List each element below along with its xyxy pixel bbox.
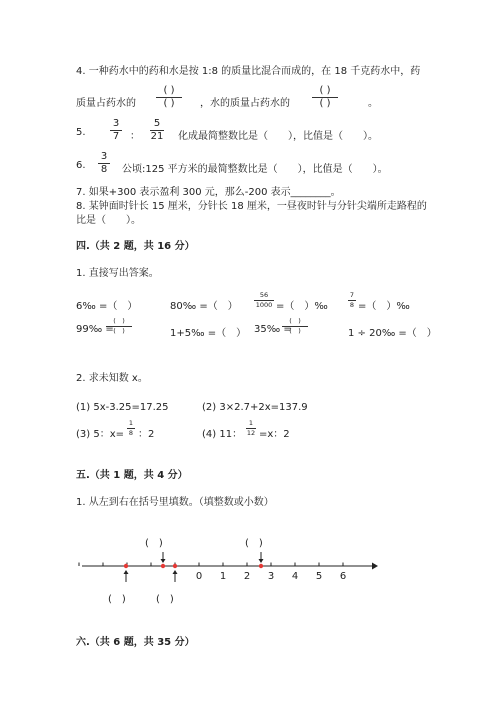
q5-text: 化成最简整数比是（ ），比值是（ ）。 bbox=[178, 131, 378, 142]
number-line-point bbox=[124, 564, 128, 568]
calc-r2c4[interactable]: 1 ÷ 20‰ =（ ） bbox=[348, 328, 437, 339]
numberline-blank-bottom-2[interactable]: ( ) bbox=[156, 594, 174, 605]
q5-colon: ： bbox=[130, 131, 140, 142]
numberline-blank-top-2[interactable]: ( ) bbox=[245, 538, 263, 549]
q6-fraction bbox=[98, 152, 110, 175]
fraction-numerator: ( ) bbox=[319, 85, 331, 96]
sec4-q1-title: 1. 直接写出答案。 bbox=[76, 268, 159, 279]
calc-r2c3-label: 35‰ = bbox=[254, 324, 292, 335]
q5-fraction-2 bbox=[150, 119, 164, 142]
calc-r2c3-fraction-blank[interactable] bbox=[282, 318, 308, 334]
fraction-numerator: 1 bbox=[128, 419, 134, 427]
numberline-blank-top-1[interactable]: ( ) bbox=[145, 538, 163, 549]
q4-line2-prefix: 质量占药水的 bbox=[76, 98, 136, 109]
calc-r1c2[interactable]: 80‰ =（ ） bbox=[170, 301, 238, 312]
q4-fraction-blank-2[interactable] bbox=[312, 86, 338, 109]
equation-4-prefix: (4) 11： bbox=[202, 429, 243, 440]
calc-r1c1[interactable]: 6‰ =（ ） bbox=[76, 301, 138, 312]
numberline-blank-bottom-1[interactable]: ( ) bbox=[108, 594, 126, 605]
q5-number: 5. bbox=[76, 127, 86, 138]
fraction-numerator: ( ) bbox=[113, 317, 125, 325]
equation-3-prefix: (3) 5：x= bbox=[76, 429, 125, 440]
number-line-point bbox=[259, 564, 263, 568]
number-line bbox=[0, 540, 500, 600]
q6-text: 公顷:125 平方米的最简整数比是（ ），比值是（ ）。 bbox=[122, 164, 388, 175]
q5-fraction-1 bbox=[110, 119, 122, 142]
sec5-q1-title: 1. 从左到右在括号里填数。（填整数或小数） bbox=[76, 497, 274, 508]
fraction-denominator: 8 bbox=[349, 300, 355, 309]
equation-4-suffix: =x：2 bbox=[259, 429, 290, 440]
number-line-ticks bbox=[79, 563, 346, 583]
number-line-point bbox=[161, 564, 165, 568]
calc-r1c3-answer[interactable]: =（ ）‰ bbox=[276, 301, 328, 312]
fraction-numerator: ( ) bbox=[289, 317, 301, 325]
fraction-numerator: 56 bbox=[259, 291, 269, 299]
q4-line2-middle: ，水的质量占药水的 bbox=[200, 98, 290, 109]
fraction-numerator: 3 bbox=[100, 151, 108, 162]
calc-r1c4-answer[interactable]: =（ ）‰ bbox=[358, 301, 410, 312]
number-line-tick-label: 3 bbox=[267, 571, 275, 582]
calc-r1c3-fraction bbox=[254, 292, 274, 308]
calc-r1c4-fraction bbox=[348, 292, 356, 308]
q8-line2: 比是（ ）。 bbox=[76, 215, 141, 226]
fraction-denominator: ( ) bbox=[319, 98, 331, 109]
equation-3-suffix: ：2 bbox=[138, 429, 155, 440]
section-6-title: 六.（共 6 题，共 35 分） bbox=[76, 637, 195, 648]
equation-3-fraction bbox=[127, 420, 135, 436]
fraction-denominator: 8 bbox=[100, 164, 108, 175]
equation-2: (2) 3×2.7+2x=137.9 bbox=[202, 402, 308, 413]
fraction-denominator: 8 bbox=[128, 428, 134, 437]
q7-text: 7. 如果+300 表示盈利 300 元，那么-200 表示________。 bbox=[76, 187, 341, 198]
q8-line1: 8. 某钟面时针长 15 厘米，分针长 18 厘米，一昼夜时针与分针尖端所走路程的 bbox=[76, 201, 427, 212]
fraction-numerator: 7 bbox=[349, 291, 355, 299]
q6-number: 6. bbox=[76, 160, 86, 171]
equation-4-fraction bbox=[246, 420, 256, 436]
marker-arrow-down-1 bbox=[161, 552, 166, 563]
number-line-point bbox=[173, 564, 177, 568]
fraction-denominator: 21 bbox=[150, 131, 164, 142]
sec4-q2-title: 2. 求未知数 x。 bbox=[76, 373, 148, 384]
equation-1: (1) 5x-3.25=17.25 bbox=[76, 402, 169, 413]
fraction-denominator: ( ) bbox=[163, 98, 175, 109]
number-line-tick-label: 5 bbox=[315, 571, 323, 582]
marker-arrow-up-2 bbox=[173, 570, 178, 582]
fraction-denominator: ( ) bbox=[289, 326, 301, 335]
q4-fraction-blank-1[interactable] bbox=[156, 86, 182, 109]
q4-line1: 4. 一种药水中的药和水是按 1:8 的质量比混合而成的，在 18 千克药水中，药 bbox=[76, 66, 421, 77]
fraction-denominator: 12 bbox=[246, 428, 256, 437]
fraction-denominator: ( ) bbox=[113, 326, 125, 335]
section-4-title: 四.（共 2 题，共 16 分） bbox=[76, 241, 195, 252]
fraction-numerator: 1 bbox=[248, 419, 254, 427]
number-line-tick-label: 1 bbox=[219, 571, 227, 582]
fraction-denominator: 7 bbox=[112, 131, 120, 142]
fraction-numerator: ( ) bbox=[163, 85, 175, 96]
fraction-numerator: 5 bbox=[153, 118, 161, 129]
calc-r2c1-label: 99‰ = bbox=[76, 324, 114, 335]
section-5-title: 五.（共 1 题，共 4 分） bbox=[76, 470, 188, 481]
number-line-tick-label: 4 bbox=[291, 571, 299, 582]
calc-r2c1-fraction-blank[interactable] bbox=[106, 318, 132, 334]
number-line-tick-label: 0 bbox=[195, 571, 203, 582]
number-line-tick-label: 2 bbox=[243, 571, 251, 582]
number-line-tick-label: 6 bbox=[339, 571, 347, 582]
q4-line2-end: 。 bbox=[368, 98, 378, 109]
marker-arrow-down-2 bbox=[259, 552, 264, 563]
calc-r2c2[interactable]: 1+5‰ =（ ） bbox=[170, 328, 247, 339]
number-line-arrowhead bbox=[372, 563, 378, 570]
fraction-numerator: 3 bbox=[112, 118, 120, 129]
fraction-denominator: 1000 bbox=[255, 300, 273, 309]
marker-arrow-up-1 bbox=[124, 570, 129, 582]
